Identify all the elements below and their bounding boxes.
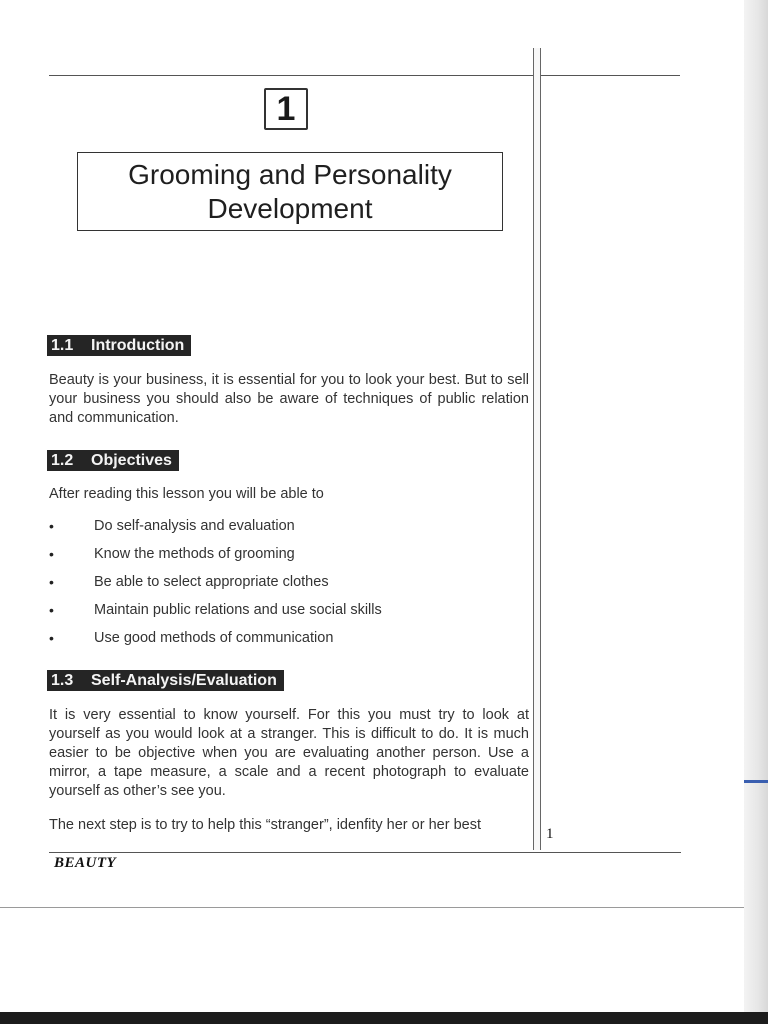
bullet-icon: • <box>49 574 54 590</box>
list-item <box>49 516 529 544</box>
intro-paragraph: Beauty is your business, it is essential for you to look your best. But to sell your business you should also be aware of techniques of public relation and communication. <box>49 372 529 426</box>
list-item <box>49 628 529 656</box>
chapter-title-box <box>77 152 503 231</box>
chapter-title-line-1: Grooming and Personality <box>128 159 452 190</box>
bullet-icon: • <box>49 602 54 618</box>
chapter-title-line-2: Development <box>207 193 373 224</box>
chapter-number: 1 <box>276 89 296 128</box>
bullet-icon: • <box>49 546 54 562</box>
objective-text: Know the methods of grooming <box>94 546 295 562</box>
section-title: Self-Analysis/Evaluation <box>91 672 277 689</box>
list-item <box>49 544 529 572</box>
header-rule <box>49 75 680 76</box>
margin-bar <box>533 48 541 850</box>
self-analysis-paragraph: It is very essential to know yourself. For this you must try to look at yourself as you would look at a stranger. This is difficult to do. It is much easier to be objective when you are evaluating another person. Use a mirror, a tape measure, a scale and a recent photograph to evaluate yourself as other’s see you. <box>49 707 529 799</box>
objective-text: Use good methods of communication <box>94 630 334 646</box>
objective-text: Maintain public relations and use social skills <box>94 602 382 618</box>
section-number: 1.1 <box>51 337 74 354</box>
scan-edge-shadow <box>744 0 768 1024</box>
list-item <box>49 600 529 628</box>
section-heading-self-analysis <box>47 670 284 691</box>
bullet-icon: • <box>49 518 54 534</box>
next-step-paragraph: The next step is to try to help this “stranger”, idenfity her or her best <box>49 817 481 833</box>
objective-text: Do self-analysis and evaluation <box>94 518 295 534</box>
page-number: 1 <box>546 826 554 842</box>
objectives-list <box>49 516 529 656</box>
footer-rule <box>49 852 681 853</box>
section-number: 1.2 <box>51 452 74 469</box>
objective-text: Be able to select appropriate clothes <box>94 574 329 590</box>
section-number: 1.3 <box>51 672 74 689</box>
section-heading-introduction <box>47 335 191 356</box>
scan-blue-mark <box>744 780 768 783</box>
scan-bottom-strip <box>0 1012 768 1024</box>
section-heading-objectives <box>47 450 179 471</box>
section-title: Introduction <box>91 337 185 354</box>
objectives-lead: After reading this lesson you will be able to <box>49 486 324 502</box>
section-title: Objectives <box>91 452 172 469</box>
list-item <box>49 572 529 600</box>
footer-label: BEAUTY <box>54 855 117 871</box>
bullet-icon: • <box>49 630 54 646</box>
scan-artifact-line <box>0 907 744 908</box>
chapter-number-box <box>264 88 308 130</box>
